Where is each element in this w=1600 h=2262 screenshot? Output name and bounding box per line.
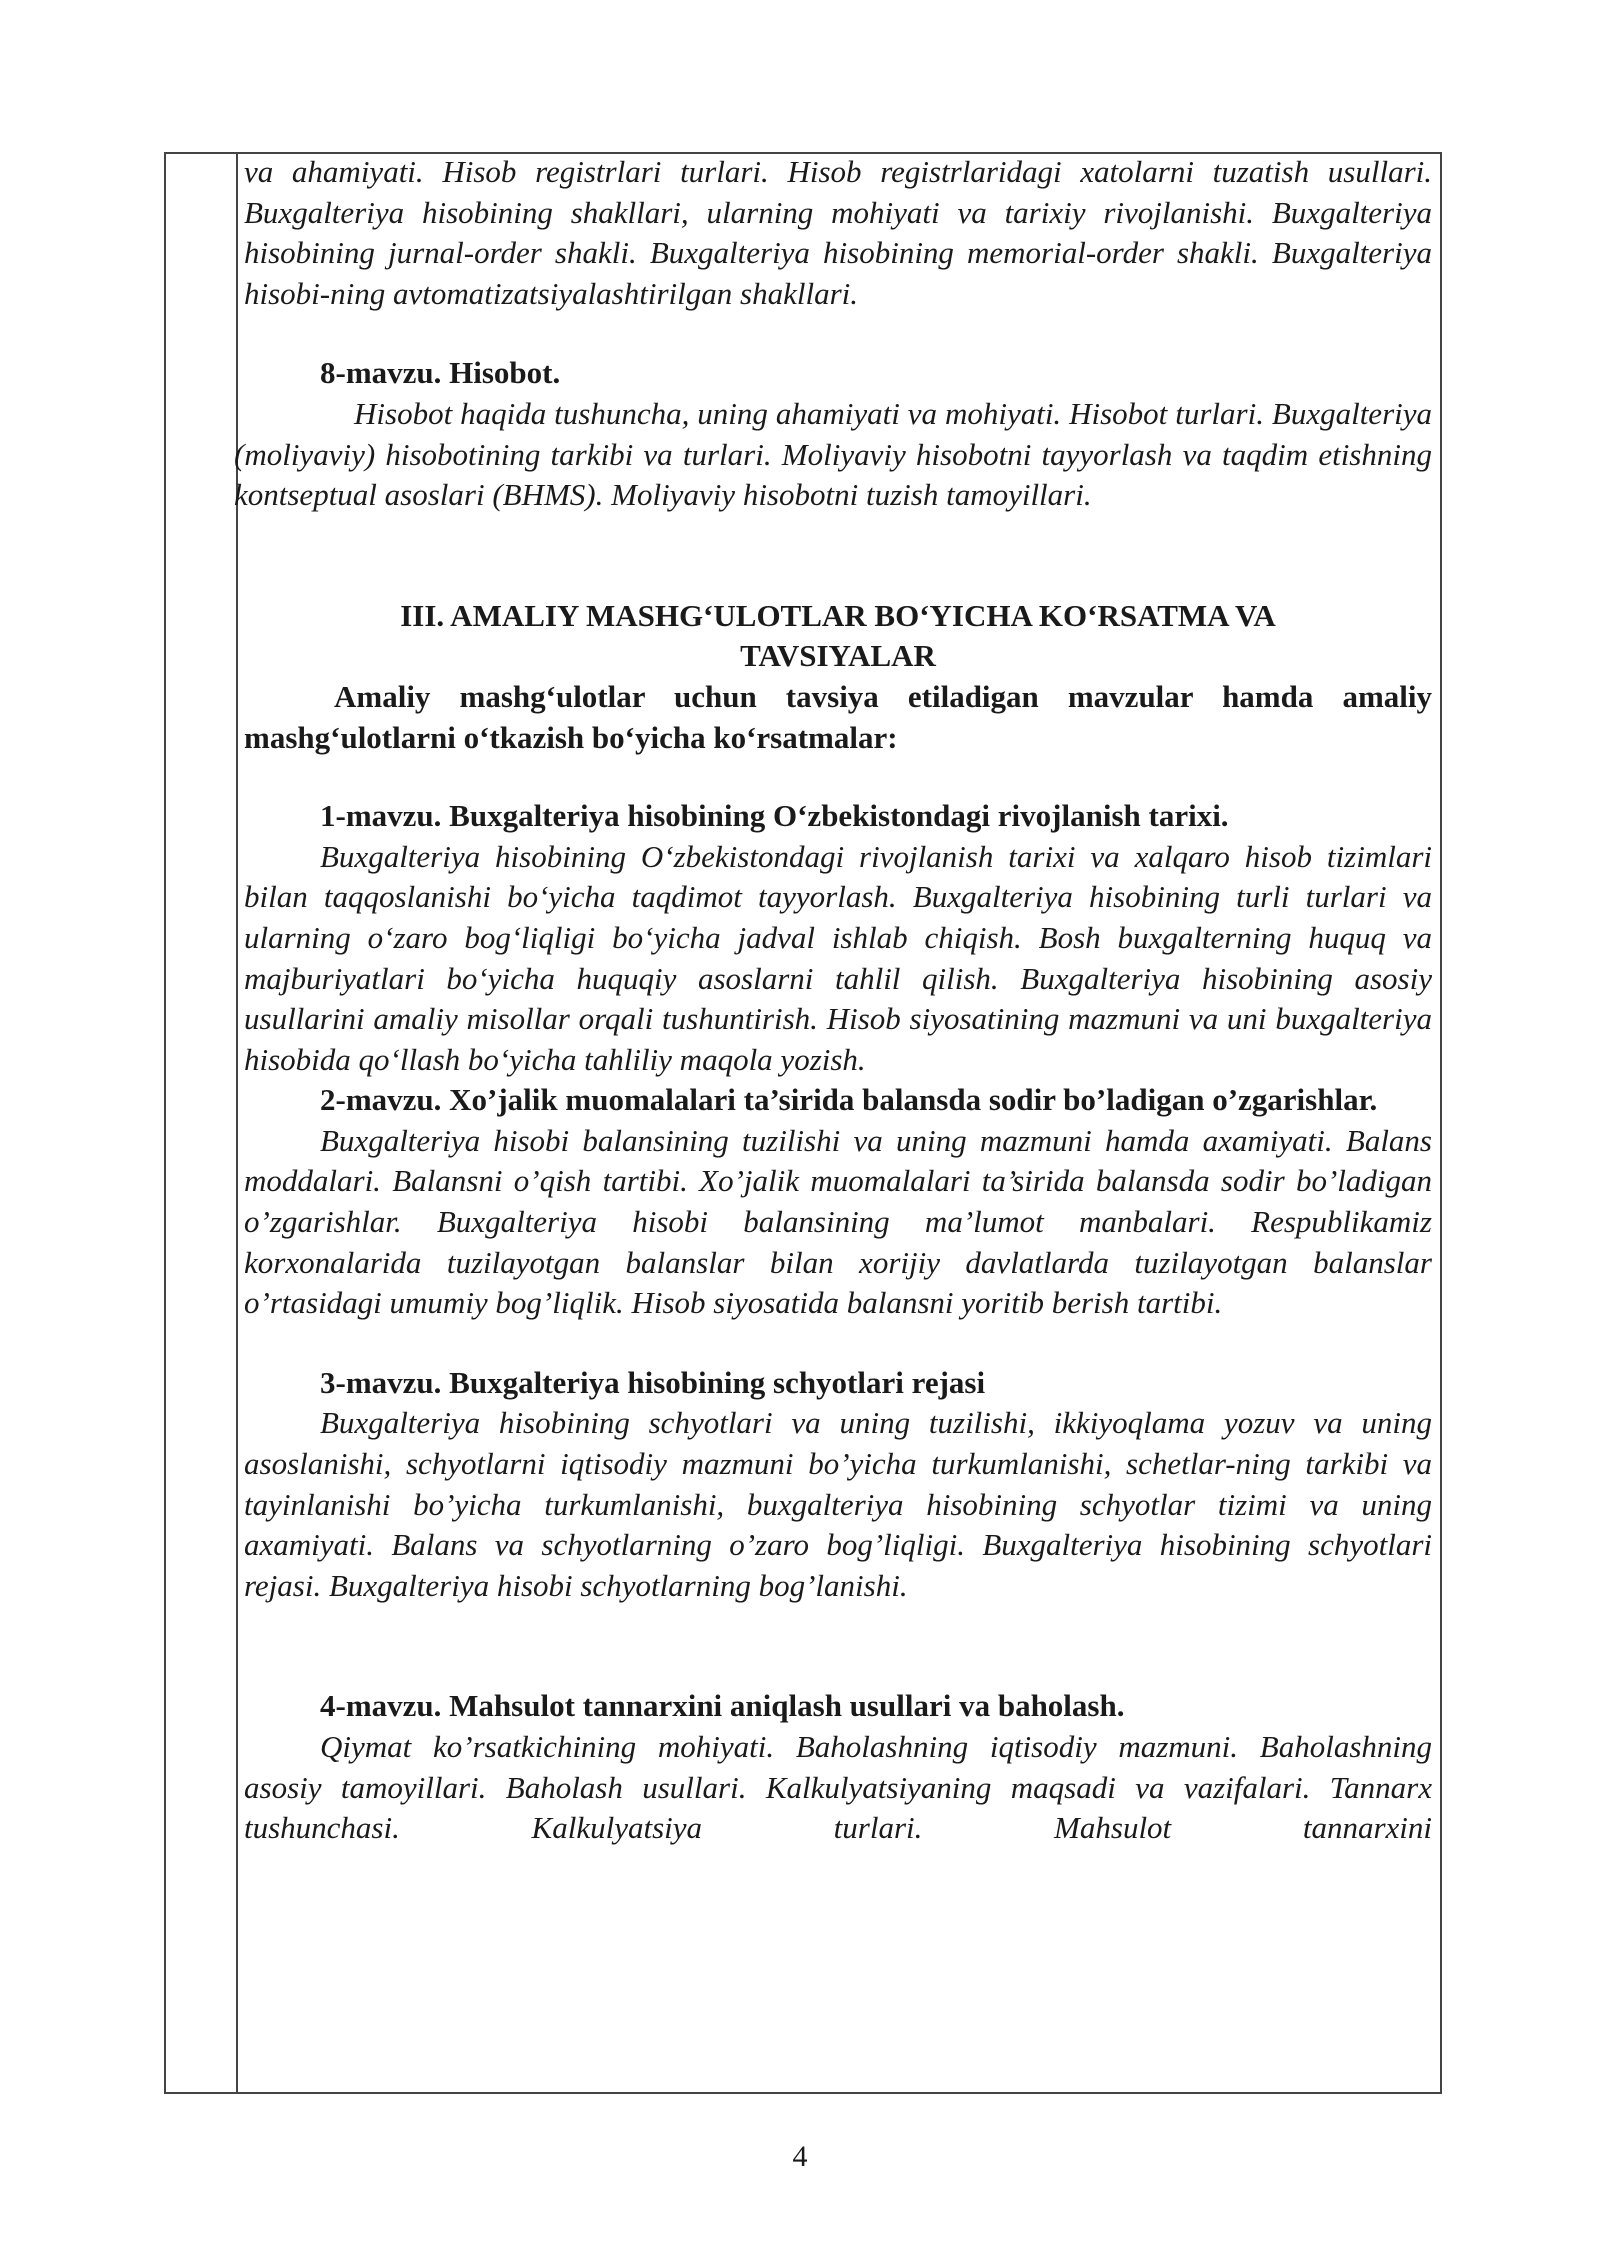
- topic3-body: Buxgalteriya hisobining schyotlari va uning tuzilishi, ikkiyoqlama yozuv va uning asoslanishi, schyotlarni iqtisodiy mazmuni bo’yicha turkumlanishi, schetlar-ning tarkibi va tayinlanishi bo’yicha turkumlanishi, buxgalteriya hisobining schyotlar tizimi va uning axamiyati. Balans va schyotlarning o’zaro bog’liqligi. Buxgalteriya hisobining schyotlari rejasi. Buxgalteriya hisobi schyotlarning bog’lanishi.: [244, 1405, 1432, 1603]
- topic2-body: Buxgalteriya hisobi balansining tuzilishi va uning mazmuni hamda axamiyati. Balans moddalari. Balansni o’qish tartibi. Xo’jalik muomalalari ta’sirida balansda sodir bo’ladigan o’zgarishlar. Buxgalteriya hisobi balansining ma’lumot manbalari. Respublikamiz korxonalarida tuzilayotgan balanslar bilan xorijiy davlatlarda tuzilayotgan balanslar o’rtasidagi umumiy bog’liqlik. Hisob siyosatida balansni yoritib berish tartibi.: [244, 1122, 1432, 1321]
- topic1-body: Buxgalteriya hisobining O‘zbekistondagi rivojlanish tarixi va xalqaro hisob tizimlari bilan taqqoslanishi bo‘yicha taqdimot tayyorlash. Buxgalteriya hisobining turli turlari va ularning o‘zaro bog‘liqligi bo‘yicha jadval ishlab chiqish. Bosh buxgalterning huquq va majburiyatlari bo‘yicha huquqiy asoslarni tahlil qilish. Buxgalteriya hisobining asosiy usullarini amaliy misollar orqali tushuntirish. Hisob siyosatining mazmuni va uni buxgalteriya hisobida qo‘llash bo‘yicha tahliliy maqola yozish.: [244, 838, 1432, 1077]
- topic3-title: 3-mavzu. Buxgalteriya hisobining schyotlari rejasi: [320, 1364, 986, 1400]
- topic8-body: Hisobot haqida tushuncha, uning ahamiyati va mohiyati. Hisobot turlari. Buxgalteriya (moliyaviy) hisobotining tarkibi va turlari. Moliyaviy hisobotni tayyorlash va taqdim etishning kontseptual asoslari (BHMS). Moliyaviy hisobotni tuzish tamoyillari.: [234, 395, 1432, 513]
- section3-title-line2: TAVSIYALAR: [740, 638, 936, 674]
- topic2-title: 2-mavzu. Xo’jalik muomalalari ta’sirida balansda sodir bo’ladigan o’zgarishlar.: [320, 1082, 1378, 1118]
- section3-subtitle: Amaliy mashg‘ulotlar uchun tavsiya etiladigan mavzular hamda amaliy mashg‘ulotlarni o‘tkazish bo‘yicha ko‘rsatmalar:: [244, 678, 1432, 755]
- topic1-title: 1-mavzu. Buxgalteriya hisobining O‘zbekistondagi rivojlanish tarixi.: [320, 798, 1229, 834]
- document-body: [234, 152, 1432, 1849]
- page-number: 4: [792, 2140, 808, 2173]
- section3-title-line1: III. AMALIY MASHG‘ULOTLAR BO‘YICHA KO‘RSATMA VA: [400, 597, 1276, 633]
- topic4-body: Qiymat ko’rsatkichining mohiyati. Baholashning iqtisodiy mazmuni. Baholashning asosiy tamoyillari. Baholash usullari. Kalkulyatsiyaning maqsadi va vazifalari. Tannarx tushunchasi. Kalkulyatsiya turlari. Mahsulot tannarxini: [244, 1729, 1432, 1846]
- topic8-title: 8-mavzu. Hisobot.: [320, 355, 561, 391]
- topic4-title: 4-mavzu. Mahsulot tannarxini aniqlash usullari va baholash.: [320, 1688, 1125, 1724]
- intro-paragraph: va ahamiyati. Hisob registrlari turlari. Hisob registrlaridagi xatolarni tuzatish usullari. Buxgalteriya hisobining shakllari, ularning mohiyati va tarixiy rivojlanishi. Buxgalteriya hisobining jurnal-order shakli. Buxgalteriya hisobining memorial-order shakli. Buxgalteriya hisobi-ning avtomatizatsiyalashtirilgan shakllari.: [244, 154, 1432, 311]
